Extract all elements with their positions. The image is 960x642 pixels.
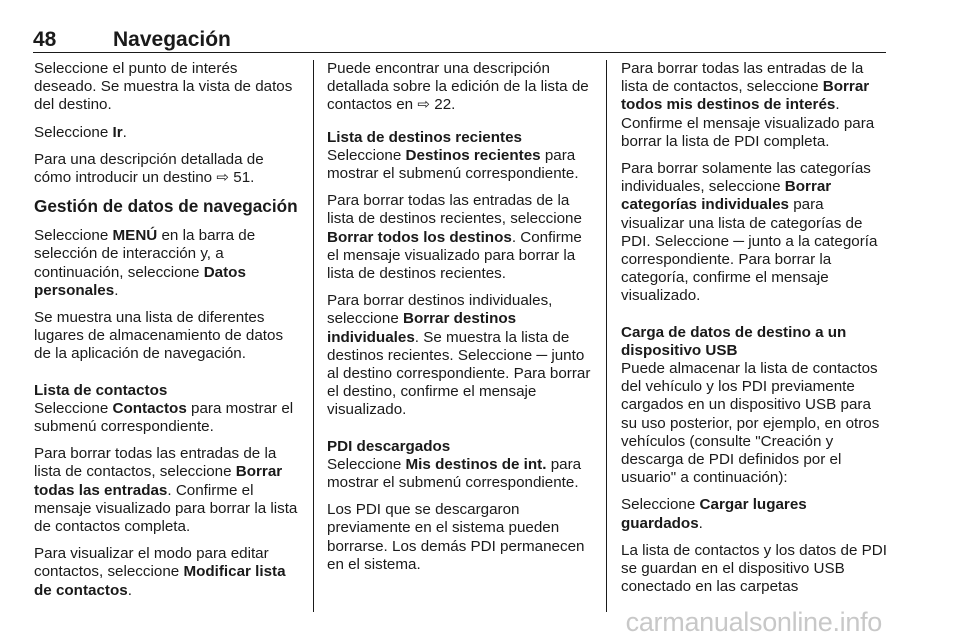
subheading: PDI descargados	[327, 437, 451, 455]
subheading: Lista de contactos	[34, 381, 168, 399]
column-divider	[606, 60, 607, 612]
paragraph: Para borrar todas las entradas de la lista de contactos, seleccione Borrar todas las entradas. Confirme el mensaje visualizado para borrar la lista de contactos completa.	[34, 445, 298, 536]
paragraph: Para borrar solamente las categorías individuales, seleccione Borrar categorías individuales para visualizar una lista de categorías de PDI. Seleccione ─ junto a la categoría correspondiente. Para borrar la categoría, confirme el mensaje visualizado.	[621, 160, 878, 305]
column-1	[34, 60, 302, 609]
paragraph: Seleccione Contactos para mostrar el submenú correspondiente.	[34, 399, 294, 436]
paragraph: Los PDI que se descargaron previamente en el sistema pueden borrarse. Los demás PDI permanecen en el sistema.	[327, 501, 585, 573]
page-number: 48	[33, 28, 57, 51]
paragraph: Seleccione MENÚ en la barra de selección de interacción y, a continuación, seleccione Datos personales.	[34, 227, 256, 299]
paragraph: Se muestra una lista de diferentes lugares de almacenamiento de datos de la aplicación de navegación.	[34, 309, 284, 363]
paragraph: Seleccione Ir.	[34, 123, 127, 141]
column-divider	[313, 60, 314, 612]
column-3	[621, 60, 891, 605]
paragraph: La lista de contactos y los datos de PDI se guardan en el dispositivo USB conectado en las carpetas	[621, 541, 887, 596]
column-2	[327, 60, 595, 583]
paragraph: Seleccione Mis destinos de int. para mostrar el submenú correspondiente.	[327, 455, 582, 492]
subheading: Carga de datos de destino a un dispositivo USB	[621, 323, 847, 359]
section-heading: Gestión de datos de navegación	[34, 196, 298, 217]
paragraph: Para visualizar el modo para editar contactos, seleccione Modificar lista de contactos.	[34, 545, 286, 599]
paragraph: Puede almacenar la lista de contactos del vehículo y los PDI previamente cargados en un dispositivo USB para su uso posterior, por ejemplo, en otros vehículos (consulte "Creación y descarga de PDI definidos por el usuario" a continuación):	[621, 360, 880, 487]
paragraph: Para borrar todas las entradas de la lista de contactos, seleccione Borrar todos mis destinos de interés. Confirme el mensaje visualizado para borrar la lista de PDI completa.	[621, 60, 875, 150]
page-title: Navegación	[113, 28, 231, 51]
subheading: Lista de destinos recientes	[327, 128, 522, 146]
paragraph: Seleccione Destinos recientes para mostrar el submenú correspondiente.	[327, 146, 579, 183]
page-header	[33, 28, 886, 53]
watermark: carmanualsonline.info	[625, 607, 882, 637]
paragraph: Seleccione Cargar lugares guardados.	[621, 496, 807, 532]
paragraph: Puede encontrar una descripción detallada sobre la edición de la lista de contactos en ⇨ 22.	[327, 60, 589, 114]
paragraph: Para borrar todas las entradas de la lista de destinos recientes, seleccione Borrar todos los destinos. Confirme el mensaje visualizado para borrar la lista de destinos recientes.	[327, 192, 582, 283]
paragraph: Para borrar destinos individuales, seleccione Borrar destinos individuales. Se muestra la lista de destinos recientes. Seleccione ─ junto al destino correspondiente. Para borrar el destino, confirme el mensaje visualizado.	[327, 292, 591, 419]
paragraph: Para una descripción detallada de cómo introducir un destino ⇨ 51.	[34, 150, 264, 187]
paragraph: Seleccione el punto de interés deseado. Se muestra la vista de datos del destino.	[34, 60, 293, 114]
